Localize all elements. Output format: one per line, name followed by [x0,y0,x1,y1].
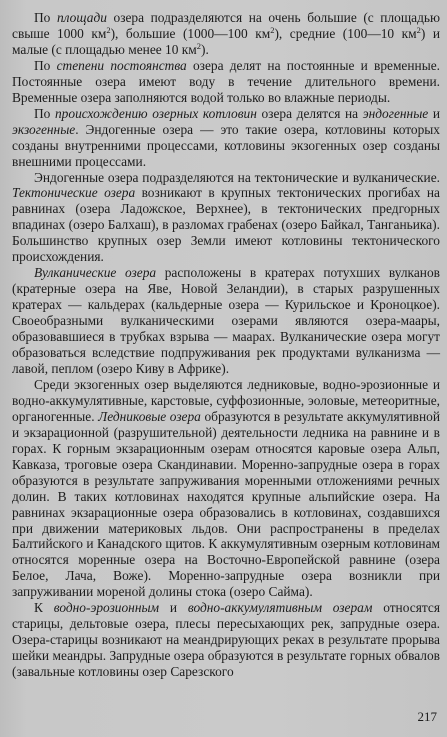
italic-term: Ледниковые озера [98,408,201,424]
superscript: 2 [416,24,421,35]
paragraph-tectonic-lakes: Эндогенные озера подразделяются на тектонические и вулканические. Тектонические озера возникают в крупных тектонических прогибах на равнинах (озера Ладожское, Верхнее), в тектонических предгорных впадинах (озеро Балхаш), в разломах грабенах (озеро Байкал, Танганьика). Большинство крупных озер Земли имеют котловины тектонического происхождения. [12,169,440,265]
superscript: 2 [106,24,111,35]
paragraph-lake-permanence: По степени постоянства озера делят на постоянные и временные. Постоянные озера имеют воду в течение длительного времени. Временные озера заполняются водой только во влажные периоды. [12,57,440,105]
italic-term: площади [56,10,107,25]
italic-term: водно-аккумулятивным озерам [187,600,373,616]
italic-term: происхождению озерных котловин [54,105,257,121]
superscript: 2 [270,24,275,35]
superscript: 2 [196,40,202,51]
italic-term: экзогенные [12,121,76,137]
paragraph-glacial-lakes: Среди экзогенных озер выделяются ледниковые, водно-эрозионные и водно-аккумулятивные, карстовые, суффозионные, эоловые, метеоритные, органогенные. Ледниковые озера образуются в результате аккумулятивной и экзарационной (разрушительной) деятельности ледника на равнине и в горах. К горным экзарационным озерам относятся каровые озера Альп, Кавказа, троговые озера Скандинавии. Моренно-запрудные озера в горах образуются в результате запруживания моренными отложениями речных долин. В таких котловинах находятся крупные альпийские озера. На равнинах экзарационные озера образовались в котловинах, создавшихся при движении материковых льдов. Они распространены в пределах Балтийского и Канадского щитов. К аккумулятивным озерным котловинам относятся моренные озера на Восточно-Европейской равнине (озера Белое, Лача, Воже). Моренно-запрудные озера возникли при запруживании мореной долины стока (озеро Сайма). [12,376,441,600]
paragraph-lake-area: По площади озера подразделяются на очень большие (с площадью свыше 1000 $км^2$), большие (1000—100 $км^2$), средние (100—10 $км^2$) и малые (с площадью менее 10 $км^2$). [12,10,441,57]
italic-term: Вулканические озера [34,265,157,281]
italic-term: водно-эрозионным [53,600,160,616]
italic-term: Тектонические озера [12,185,136,201]
paragraph-volcanic-lakes: Вулканические озера расположены в кратерах потухших вулканов (кратерные озера на Яве, Новой Зеландии), в старых разрушенных кратерах — кальдерах (кальдерные озера — Курильское и Кроноцкое). Своеобразными вулканическими озерами являются озера-маары, образовавшиеся в трубках взрыва — маарах. Вулканические озера могут образоваться вследствие подпруживания рек продуктами вулканизма — лавой, пеплом (озеро Киву в Африке). [12,265,440,376]
paragraph-basin-origin: По происхождению озерных котловин озера делятся на эндогенные и экзогенные. Эндогенные озера — это такие озера, котловины которых созданы внутренними процессами, котловины экзогенных озер созданы внешними процессами. [12,105,440,169]
italic-term: эндогенные [362,105,429,121]
paragraph-erosion-lakes: К водно-эрозионным и водно-аккумулятивным озерам относятся старицы, дельтовые озера, плесы пересыхающих рек, запрудные озера. Озера-старицы возникают на меандрирующих реках в результате прорыва шейки меандры. Запрудные озера образуются в результате горных обвалов (завальные котловины озер Сарезского [12,600,440,680]
page-number: 217 [417,709,437,725]
italic-term: степени постоянства [56,57,187,73]
